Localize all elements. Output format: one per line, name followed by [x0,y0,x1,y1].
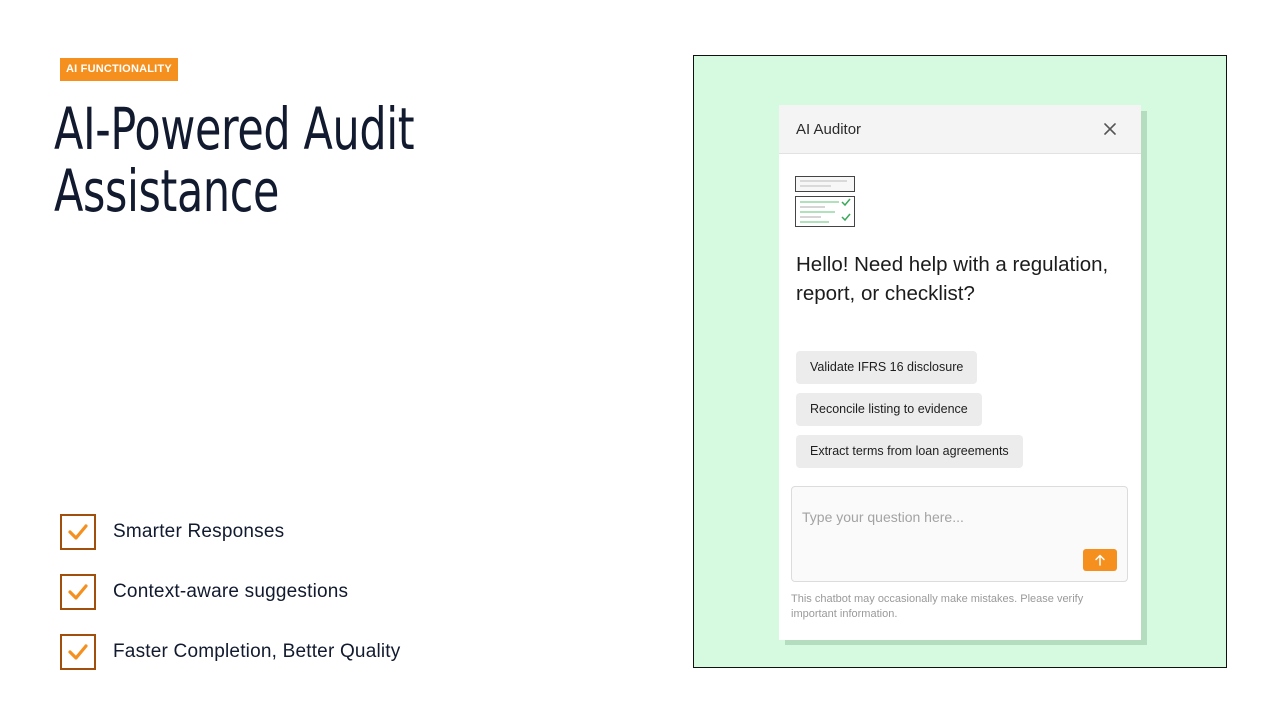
chat-panel [779,105,1141,640]
close-icon[interactable] [1101,120,1119,138]
send-button[interactable] [1083,549,1117,571]
suggestion-chip[interactable]: Extract terms from loan agreements [796,435,1023,468]
question-input-box [791,486,1128,582]
suggestion-chip[interactable]: Validate IFRS 16 disclosure [796,351,977,384]
benefit-item [60,634,401,670]
question-input[interactable] [792,487,1127,547]
benefit-item [60,514,284,550]
chat-title: AI Auditor [796,120,862,138]
suggestion-chip[interactable]: Reconcile listing to evidence [796,393,982,426]
checkmark-icon [60,514,96,550]
page-title [54,95,468,225]
chat-header [779,105,1141,154]
benefit-label: Context-aware suggestions [113,581,349,602]
section-tag: AI FUNCTIONALITY [60,58,178,81]
arrow-up-icon [1094,554,1106,566]
document-checklist-icon [795,176,857,233]
benefit-item [60,574,348,610]
disclaimer-text: This chatbot may occasionally make mistakes. Please verify important information. [791,593,1084,620]
chat-greeting: Hello! Need help with a regulation, report, or checklist? [796,253,1109,305]
checkmark-icon [60,574,96,610]
benefit-label: Smarter Responses [113,521,285,542]
title-line-1: AI-Powered Audit [54,95,415,163]
benefit-label: Faster Completion, Better Quality [113,641,401,662]
title-line-2: Assistance [54,157,280,225]
checkmark-icon [60,634,96,670]
